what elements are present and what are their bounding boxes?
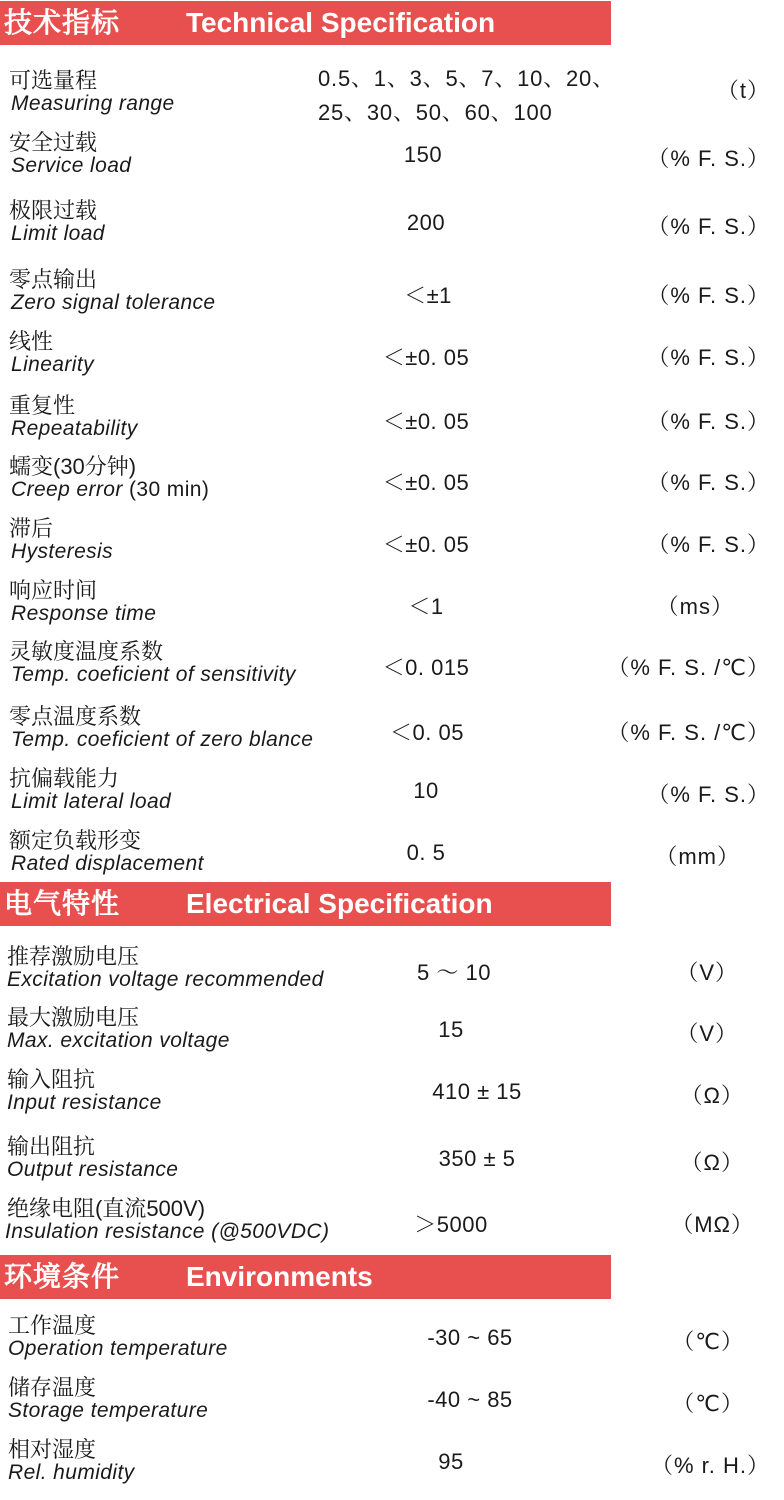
spec-unit: （% F. S.）: [647, 146, 770, 171]
spec-label-zh: 安全过载: [9, 130, 98, 155]
spec-row-limit-load: [0, 192, 784, 254]
spec-value-line1: 0.5、1、3、5、7、10、20、: [318, 66, 615, 91]
spec-unit: （% F. S.）: [647, 283, 770, 308]
spec-row-operation-temperature: [0, 1307, 784, 1369]
spec-value: ＜1: [408, 594, 444, 619]
spec-row-creep: [0, 448, 784, 510]
spec-label-en: Output resistance: [7, 1158, 179, 1181]
spec-value: ＜0. 015: [382, 655, 470, 680]
spec-label-zh: 线性: [9, 329, 54, 354]
spec-row-measuring-range: [0, 62, 784, 124]
spec-value: -40 ~ 85: [427, 1387, 513, 1412]
spec-row-linearity: [0, 323, 784, 385]
spec-label-en: Measuring range: [11, 92, 175, 115]
spec-row-repeatability: [0, 387, 784, 449]
spec-unit: （Ω）: [680, 1083, 744, 1108]
spec-value: 95: [438, 1449, 464, 1474]
spec-label-en: Hysteresis: [11, 540, 114, 563]
spec-label-zh: 蠕变(30分钟): [9, 454, 137, 479]
spec-row-input-resistance: [0, 1061, 784, 1123]
spec-row-service-load: [0, 124, 784, 186]
spec-label-en: Linearity: [11, 353, 94, 376]
spec-unit: （MΩ）: [671, 1212, 754, 1237]
spec-row-output-resistance: [0, 1128, 784, 1190]
section-header-electrical: [0, 882, 611, 926]
spec-value: 0. 5: [406, 840, 446, 865]
spec-row-hysteresis: [0, 510, 784, 572]
spec-label-zh: 灵敏度温度系数: [9, 639, 164, 664]
spec-value: 410 ± 15: [432, 1079, 522, 1104]
spec-row-lateral-load: [0, 760, 784, 822]
spec-unit: （V）: [676, 960, 738, 985]
spec-unit: （V）: [676, 1021, 738, 1046]
spec-label-zh: 绝缘电阻(直流500V): [7, 1196, 206, 1221]
spec-unit: （% r. H.）: [650, 1453, 770, 1478]
spec-label-en: Limit lateral load: [11, 790, 172, 813]
spec-unit: （℃）: [672, 1329, 744, 1354]
spec-unit: （% F. S. /℃）: [607, 720, 770, 745]
spec-value: ＜±1: [404, 283, 452, 308]
spec-label-en: Storage temperature: [8, 1399, 209, 1422]
spec-row-temp-coef-zero: [0, 698, 784, 760]
spec-row-rated-displacement: [0, 822, 784, 884]
section-header-technical: [0, 1, 611, 45]
spec-unit: （% F. S.）: [647, 345, 770, 370]
section-header-environments: [0, 1255, 611, 1299]
spec-label-zh: 抗偏载能力: [9, 766, 120, 791]
spec-label-zh: 储存温度: [8, 1375, 97, 1400]
spec-value: -30 ~ 65: [427, 1325, 513, 1350]
spec-unit: （% F. S.）: [647, 470, 770, 495]
spec-value: 200: [406, 210, 446, 235]
spec-row-excitation-recommended: [0, 938, 784, 1000]
spec-label-zh: 响应时间: [9, 578, 98, 603]
spec-value: ＜±0. 05: [382, 532, 470, 557]
spec-value: 10: [413, 778, 439, 803]
spec-label-zh: 推荐激励电压: [7, 944, 140, 969]
spec-label-zh: 输入阻抗: [7, 1067, 96, 1092]
section-title-en: Technical Specification: [186, 7, 496, 38]
spec-value: ＞5000: [414, 1212, 488, 1237]
spec-row-relative-humidity: [0, 1431, 784, 1493]
spec-label-zh: 最大激励电压: [7, 1005, 140, 1030]
spec-label-en: Repeatability: [11, 417, 138, 440]
spec-label-zh: 工作温度: [8, 1313, 97, 1338]
spec-row-storage-temperature: [0, 1369, 784, 1431]
spec-value: 15: [438, 1017, 464, 1042]
spec-label-en: Temp. coeficient of zero blance: [11, 728, 314, 751]
spec-label-zh: 极限过载: [9, 198, 98, 223]
spec-label-en: Rel. humidity: [8, 1461, 135, 1484]
spec-label-zh: 可选量程: [9, 68, 98, 93]
spec-unit: （ms）: [656, 594, 734, 619]
spec-label-zh: 输出阻抗: [7, 1134, 96, 1159]
spec-unit: （mm）: [655, 844, 740, 869]
spec-label-zh: 零点温度系数: [9, 704, 142, 729]
spec-row-zero-signal: [0, 261, 784, 323]
spec-value: ＜0. 05: [390, 720, 464, 745]
spec-label-zh: 额定负载形变: [9, 828, 142, 853]
spec-value-line2: 25、30、50、60、100: [318, 100, 553, 125]
spec-row-excitation-max: [0, 999, 784, 1061]
spec-label-en: Input resistance: [7, 1091, 162, 1114]
spec-label-en: Temp. coeficient of sensitivity: [11, 663, 296, 686]
spec-value: 350 ± 5: [438, 1146, 516, 1171]
spec-label-en: Response time: [11, 602, 157, 625]
spec-value: ＜±0. 05: [382, 345, 470, 370]
spec-label-en: Zero signal tolerance: [11, 291, 216, 314]
spec-row-insulation-resistance: [0, 1190, 784, 1252]
spec-value: 5 ～ 10: [417, 960, 491, 985]
section-title-en: Electrical Specification: [186, 888, 493, 919]
spec-unit: （% F. S.）: [647, 214, 770, 239]
spec-unit: （Ω）: [680, 1150, 744, 1175]
section-title-zh: 电气特性: [4, 888, 121, 919]
spec-label-en: Max. excitation voltage: [7, 1029, 230, 1052]
spec-unit: （% F. S.）: [647, 409, 770, 434]
spec-label-en: Service load: [11, 154, 132, 177]
spec-unit: （t）: [716, 78, 770, 103]
section-title-zh: 技术指标: [4, 7, 121, 38]
spec-label-en: Rated displacement: [11, 852, 204, 875]
section-title-en: Environments: [186, 1261, 373, 1292]
spec-unit: （% F. S.）: [647, 532, 770, 557]
spec-unit: （% F. S.）: [647, 782, 770, 807]
spec-label-en: [11, 478, 209, 502]
spec-unit: （℃）: [672, 1391, 744, 1416]
spec-value: ＜±0. 05: [382, 470, 470, 495]
spec-label-zh: 零点输出: [9, 267, 98, 292]
section-title-zh: 环境条件: [4, 1261, 121, 1292]
spec-label-en: Insulation resistance (@500VDC): [5, 1220, 330, 1243]
spec-label-en: Limit load: [11, 222, 105, 245]
spec-unit: （% F. S. /℃）: [607, 655, 770, 680]
spec-label-zh: 相对湿度: [8, 1437, 97, 1462]
spec-label-zh: 滞后: [9, 516, 54, 541]
spec-value: [318, 62, 615, 130]
spec-value: 150: [403, 142, 443, 167]
spec-row-temp-coef-sensitivity: [0, 633, 784, 695]
spec-label-zh: 重复性: [9, 393, 76, 418]
spec-value: ＜±0. 05: [382, 409, 470, 434]
spec-label-en-suffix: (30 min): [122, 478, 210, 501]
spec-label-en: Excitation voltage recommended: [7, 968, 324, 991]
spec-label-en-main: Creep error: [11, 478, 123, 501]
spec-row-response-time: [0, 572, 784, 634]
spec-label-en: Operation temperature: [8, 1337, 228, 1360]
